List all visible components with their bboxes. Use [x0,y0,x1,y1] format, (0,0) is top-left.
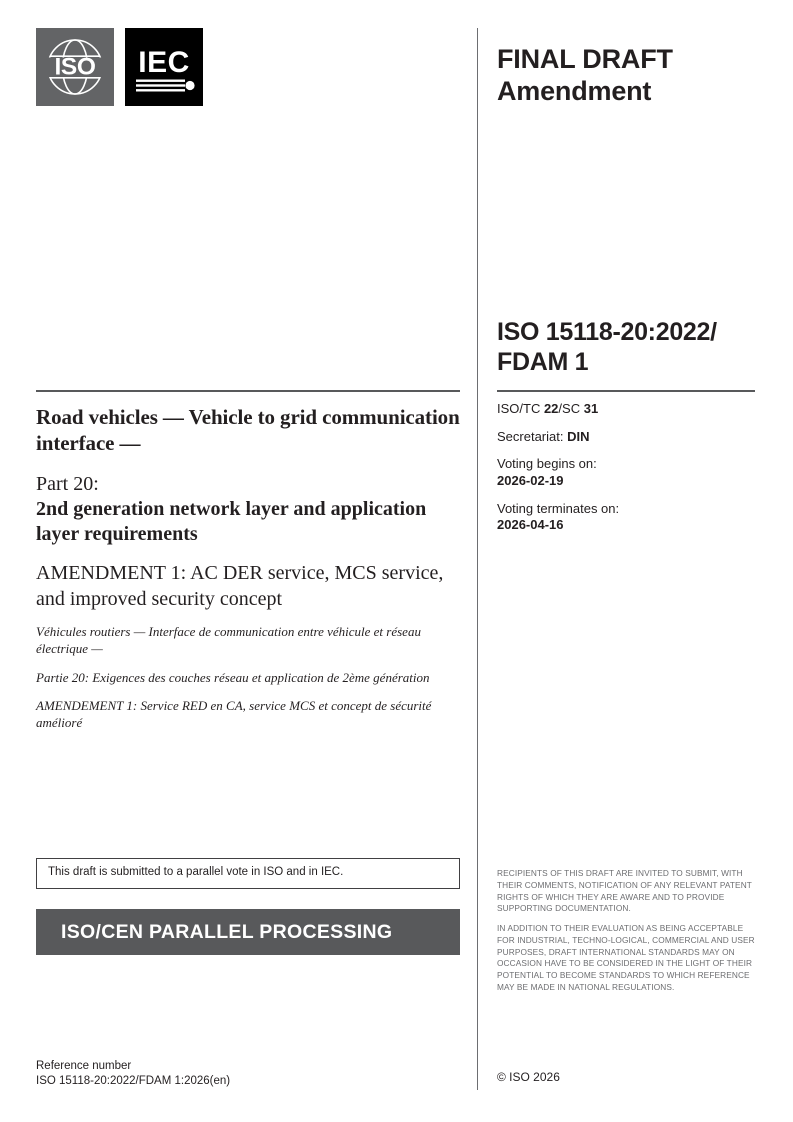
voting-terminates [497,501,759,534]
right-column [497,44,759,108]
committee-reference [497,401,759,418]
recipients-disclaimer [497,868,755,994]
committee-sc-separator: /SC [558,401,584,416]
voting-begins-date: 2026-02-19 [497,472,564,488]
right-column-rule [497,390,755,392]
logo-row [36,28,460,106]
parallel-vote-notice [36,858,460,889]
voting-terminates-date: 2026-04-16 [497,517,564,533]
amendment-title: AMENDMENT 1: AC DER service, MCS service, and improved security concept [36,561,444,610]
committee-tc-prefix: ISO/TC [497,401,544,416]
svg-text:ISO: ISO [54,53,96,81]
iec-logo [125,28,203,106]
document-type-line2: Amendment [497,75,652,106]
parallel-processing-banner-text: ISO/CEN PARALLEL PROCESSING [61,920,393,943]
parallel-processing-banner [36,909,460,955]
voting-terminates-label: Voting terminates on: [497,500,620,516]
french-part-title: Partie 20: Exigences des couches réseau et application de 2ème génération [36,669,430,685]
document-number-line1: ISO 15118-20:2022/ [497,318,717,346]
iso-logo [36,28,114,106]
committee-metadata [497,401,759,534]
secretariat-value: DIN [567,428,590,444]
french-amendment-title: AMENDEMENT 1: Service RED en CA, service MCS et concept de sécurité amélioré [36,697,432,731]
committee-tc-number: 22 [543,401,559,416]
left-column [36,28,460,106]
document-type-line1: FINAL DRAFT [497,44,673,74]
reference-number-label: Reference number [36,1060,132,1072]
secretariat [497,429,759,446]
svg-text:IEC: IEC [138,46,190,79]
voting-begins-label: Voting begins on: [497,456,597,472]
disclaimer-paragraph-1: RECIPIENTS OF THIS DRAFT ARE INVITED TO SUBMIT, WITH THEIR COMMENTS, NOTIFICATION OF ANY RELEVANT PATENT RIGHTS OF WHICH THEY ARE AWARE AND TO PROVIDE SUPPORTING DOCUMENTATION. [497,868,752,914]
part-label: Part 20: [36,472,99,495]
voting-begins [497,456,759,489]
reference-number-value: ISO 15118-20:2022/FDAM 1:2026(en) [36,1075,231,1088]
document-number [497,317,767,377]
parallel-vote-notice-text: This draft is submitted to a parallel vote in ISO and in IEC. [48,866,344,878]
document-number-line2: FDAM 1 [497,348,589,376]
french-title-main: Véhicules routiers — Interface de communication entre véhicule et réseau électrique — [36,624,421,657]
secretariat-label: Secretariat: [497,428,568,444]
part-title: 2nd generation network layer and application layer requirements [36,497,427,545]
french-title-block [36,623,456,731]
column-divider [477,28,478,1090]
page-title: Road vehicles — Vehicle to grid communication interface — [36,405,460,456]
copyright-notice: © ISO 2026 [497,1070,560,1084]
disclaimer-paragraph-2: IN ADDITION TO THEIR EVALUATION AS BEING ACCEPTABLE FOR INDUSTRIAL, TECHNO-LOGICAL, COMMERCIAL AND USER PURPOSES, DRAFT INTERNATIONAL STANDARDS MAY ON OCCASION HAVE TO BE CONSIDERED IN THE LIGHT OF THEIR POTENTIAL TO BECOME STANDARDS TO WHICH REFERENCE MAY BE MADE IN NATIONAL REGULATIONS. [497,923,755,993]
footer-reference [36,1059,456,1089]
committee-sc-number: 31 [583,401,599,416]
title-block [36,404,460,612]
left-column-rule [36,390,460,392]
